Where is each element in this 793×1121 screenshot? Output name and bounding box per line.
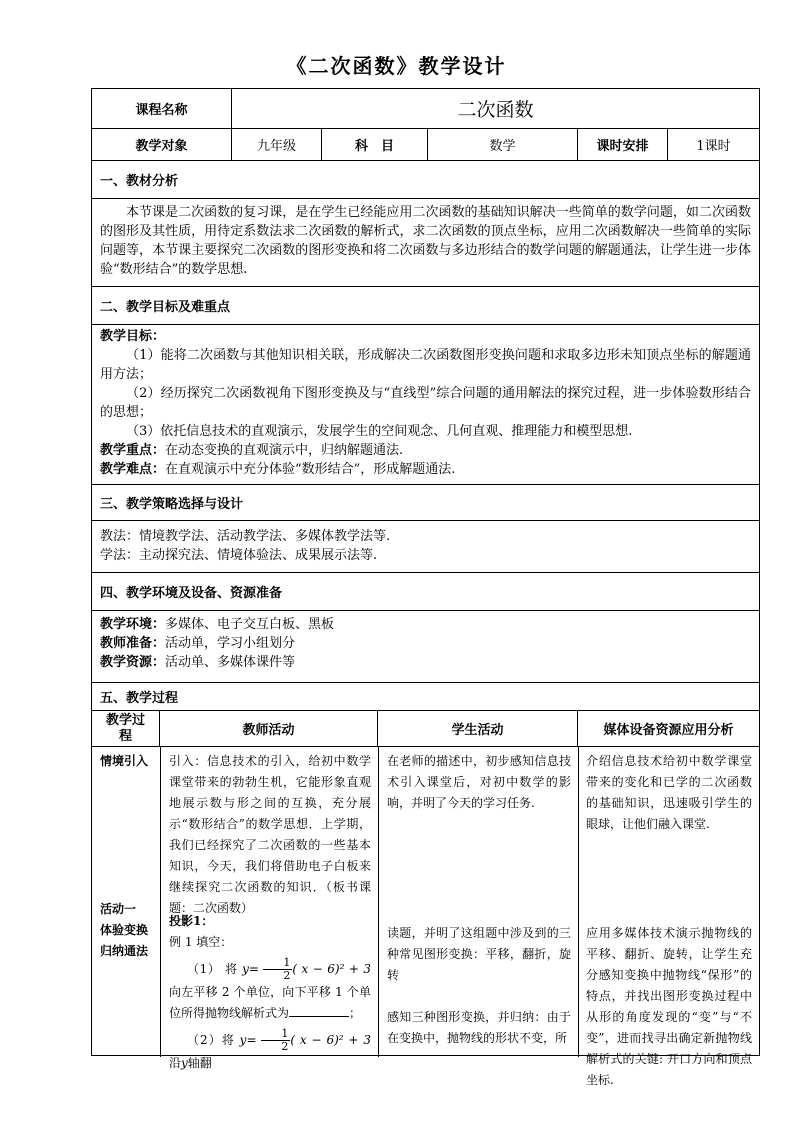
res-label: 教学资源： bbox=[100, 655, 166, 670]
resources-line bbox=[100, 653, 751, 672]
question-2: （2）将 y= $\frac{1}{2}$ ( x − 6)² + 3沿y轴翻 bbox=[169, 1027, 371, 1070]
section-2-body bbox=[92, 325, 759, 485]
col-student-header: 学生活动 bbox=[378, 711, 578, 746]
difficult-point bbox=[100, 460, 751, 479]
goal-label: 教学目标： bbox=[100, 329, 166, 344]
env-text: 多媒体、电子交互白板、黑板 bbox=[165, 617, 335, 632]
section-2-heading: 二、教学目标及难重点 bbox=[100, 300, 231, 315]
student-activity-1a: 读题，并明了这组题中涉及到的三种常见图形变换：平移，翻折，旋转 bbox=[387, 926, 571, 982]
media-activity-1: 应用多媒体技术演示抛物线的平移、翻折、旋转，让学生充分感知变换中抛物线“保形”的特点，并找出图形变换过程中从形的角度发现的“变”与“不变”，进而找寻出确定新抛物线解析式的关键: 开口方向和顶点坐标. bbox=[586, 926, 752, 1087]
projection-label: 投影1： bbox=[169, 914, 214, 928]
section-4-heading-row bbox=[92, 573, 759, 611]
goal-1: （1）能将二次函数与其他知识相关联，形成解决二次函数图形变换问题和求取多边形未知顶点坐标的解题通用方法； bbox=[100, 348, 751, 382]
target-label: 教学对象 bbox=[92, 129, 232, 160]
col-teacher-header: 教师活动 bbox=[160, 711, 378, 746]
process-body bbox=[92, 747, 759, 1087]
prep-text: 活动单，学习小组划分 bbox=[165, 636, 296, 651]
section-4-body bbox=[92, 611, 759, 683]
stage-activity-1-line-2: 体验变换 bbox=[100, 923, 149, 937]
section-3-heading: 三、教学策略选择与设计 bbox=[100, 497, 244, 512]
document-title: 《二次函数》教学设计 bbox=[286, 54, 507, 78]
textbook-analysis-text: 本节课是二次函数的复习课，是在学生已经能应用二次函数的基础知识解决一些简单的数学问题，如二次函数的图形及其性质，用待定系数法求二次函数的解析式，求二次函数的顶点坐标，应用二次函数解决一些简单的实际问题等，本节课主要探究二次函数的图形变换和将二次函数与多边形结合的数学问题的解题通法，让学生进一步体验“数形结合”的数学思想. bbox=[100, 205, 751, 277]
hours-label: 课时安排 bbox=[578, 129, 668, 160]
target-value: 九年级 bbox=[232, 129, 322, 160]
env-label: 教学环境： bbox=[100, 617, 166, 632]
teacher-activity-1 bbox=[169, 911, 371, 1074]
section-1-body bbox=[92, 199, 759, 287]
environment-line bbox=[100, 615, 751, 634]
course-name-row bbox=[92, 89, 759, 129]
section-3-heading-row bbox=[92, 485, 759, 521]
hard-text: 在直观演示中充分体验“数形结合”，形成解题通法. bbox=[165, 462, 456, 477]
stage-intro: 情境引入 bbox=[100, 754, 149, 768]
teaching-methods: 教法：情境教学法、活动教学法、多媒体教学法等. bbox=[100, 529, 391, 544]
answer-blank-1[interactable] bbox=[289, 1004, 349, 1017]
stage-activity-1 bbox=[100, 899, 156, 962]
student-intro-text: 在老师的描述中，初步感知信息技术引入课堂后，对初中数学的影响，并明了今天的学习任务. bbox=[387, 754, 571, 810]
section-4-heading: 四、教学环境及设备、资源准备 bbox=[100, 586, 283, 601]
course-name-value: 二次函数 bbox=[457, 99, 534, 121]
section-5-heading: 五、教学过程 bbox=[100, 691, 179, 706]
teacher-intro-text: 引入：信息技术的引入，给初中数学课堂带来的勃勃生机，它能形象直观地展示数与形之间的互换，充分展示“数形结合”的数学思想．上学期，我们已经探究了二次函数的一些基本知识，今天，我们将借助电子白板来继续探究二次函数的知识．（板书课题：二次函数） bbox=[169, 754, 371, 915]
course-name-label: 课程名称 bbox=[92, 89, 232, 128]
learning-methods: 学法：主动探究法、情境体验法、成果展示法等. bbox=[100, 548, 378, 563]
col-stage-header: 教学过程 bbox=[92, 711, 160, 746]
example-label: 例 1 填空： bbox=[169, 935, 233, 949]
teacher-prep-line bbox=[100, 634, 751, 653]
section-1-heading-row bbox=[92, 161, 759, 199]
hours-value: 1课时 bbox=[696, 139, 731, 154]
key-text: 在动态变换的直观演示中，归纳解题通法. bbox=[165, 443, 404, 458]
course-info-row bbox=[92, 129, 759, 161]
subject-value: 数学 bbox=[428, 129, 578, 160]
section-1-heading: 一、教材分析 bbox=[100, 174, 179, 189]
goal-3: （3）依托信息技术的直观演示，发展学生的空间观念、几何直观、推理能力和模型思想. bbox=[126, 424, 633, 439]
section-2-heading-row bbox=[92, 287, 759, 325]
res-text: 活动单、多媒体课件等 bbox=[165, 655, 296, 670]
student-activity-1b: 感知三种图形变换，并归纳：由于在变换中，抛物线的形状不变，所 bbox=[387, 1010, 571, 1045]
stage-activity-1-line-1: 活动一 bbox=[100, 902, 137, 916]
media-intro-text: 介绍信息技术给初中数学课堂带来的变化和已学的二次函数的基础知识，迅速吸引学生的眼球，让他们融入课堂. bbox=[586, 754, 752, 831]
col-media-header: 媒体设备资源应用分析 bbox=[603, 723, 734, 738]
subject-label: 科 目 bbox=[322, 129, 428, 160]
section-5-heading-row bbox=[92, 683, 759, 711]
key-label: 教学重点： bbox=[100, 443, 166, 458]
question-1: （1） 将 y= $\frac{1}{2}$ ( x − 6)² + 3向左平移 2 个单位，向下平移 1 个单位所得抛物线解析式为 ； bbox=[169, 956, 371, 1020]
lesson-plan-table bbox=[91, 88, 760, 1087]
prep-label: 教师准备： bbox=[100, 636, 166, 651]
key-point bbox=[100, 441, 751, 460]
goal-2: （2）经历探究二次函数视角下图形变换及与“直线型”综合问题的通用解法的探究过程，进一步体验数形结合的思想； bbox=[100, 386, 751, 420]
hard-label: 教学难点： bbox=[100, 462, 166, 477]
section-3-body bbox=[92, 521, 759, 573]
process-header-row bbox=[92, 711, 759, 747]
stage-activity-1-line-3: 归纳通法 bbox=[100, 944, 149, 958]
